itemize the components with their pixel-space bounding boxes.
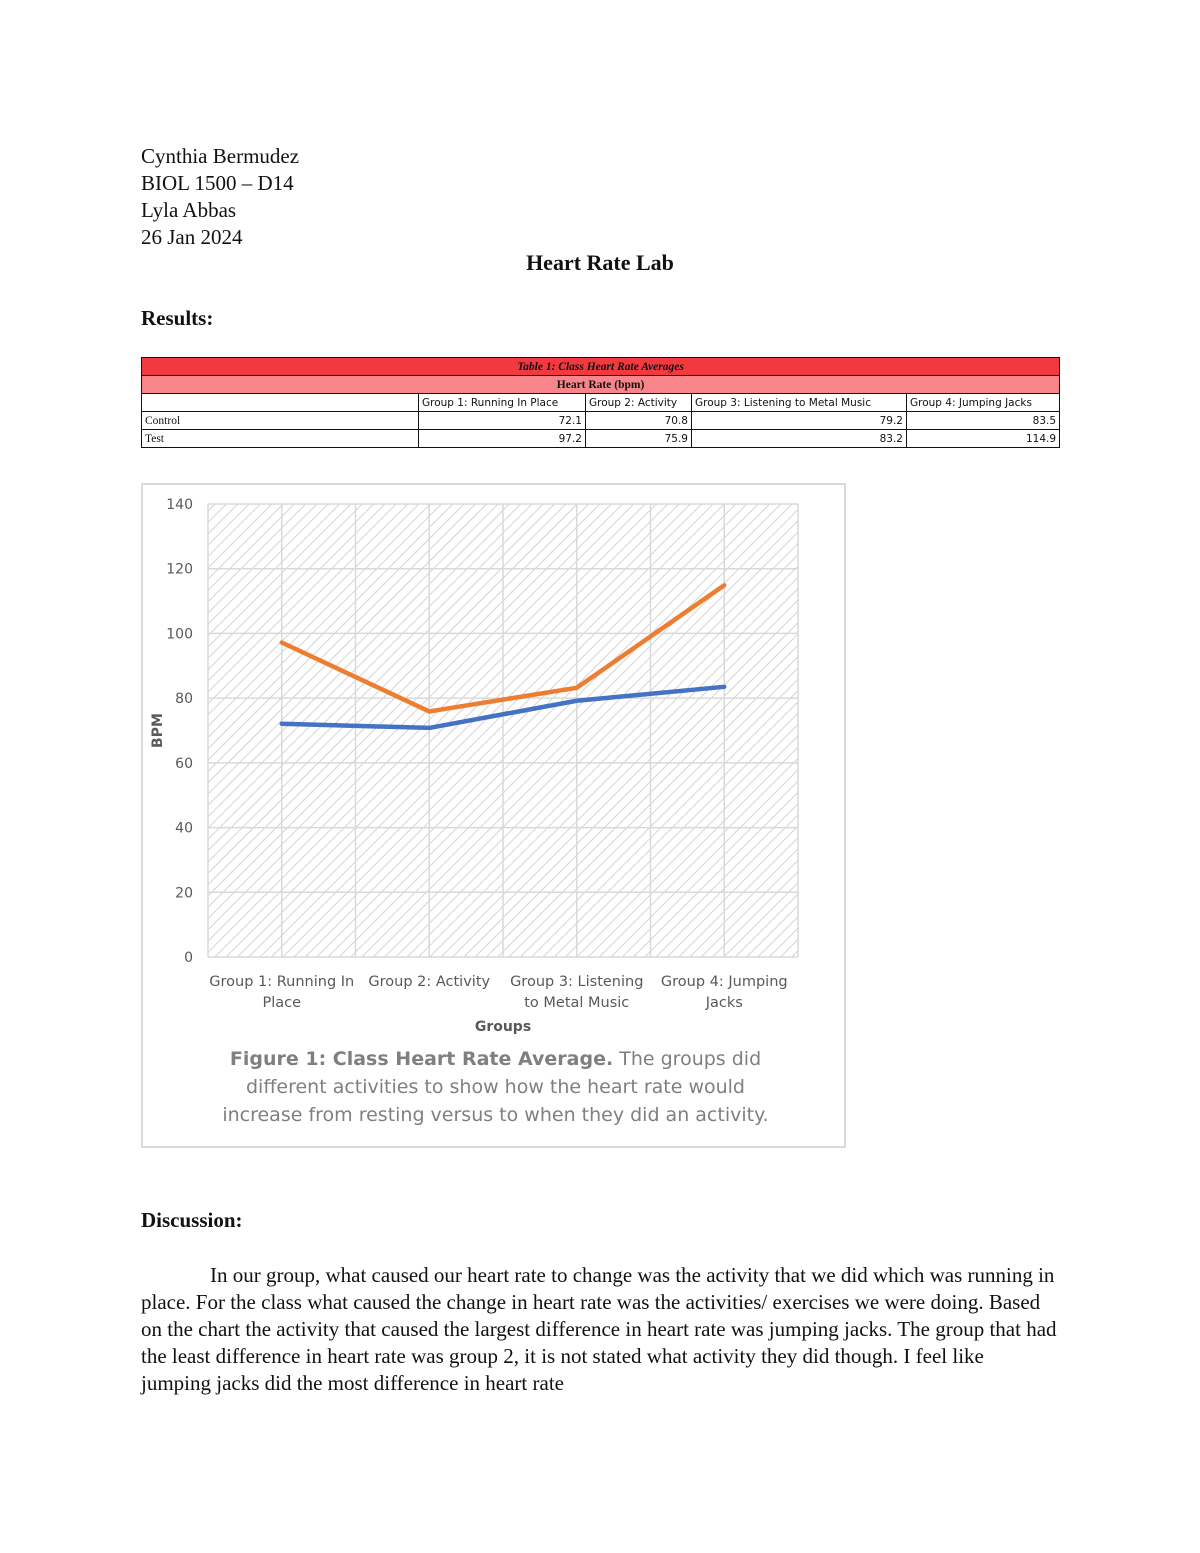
table-cell: 75.9 (586, 430, 692, 448)
table-cell: 83.2 (692, 430, 907, 448)
page-title: Heart Rate Lab (526, 250, 674, 275)
table-cell: 70.8 (586, 412, 692, 430)
heart-rate-table (141, 357, 1060, 448)
figure-caption-label: Figure 1: Class Heart Rate Average. (229, 1048, 614, 1070)
y-tick-label: 40 (175, 820, 193, 837)
heart-rate-chart (141, 483, 846, 1148)
y-tick-label: 120 (166, 561, 193, 578)
table-caption: Table 1: Class Heart Rate Averages (142, 358, 1060, 376)
y-tick-label: 140 (166, 497, 193, 513)
x-tick-label: Place (262, 995, 302, 1011)
student-name: Cynthia Bermudez (141, 144, 300, 168)
y-axis-title: BPM (150, 713, 166, 748)
figure-caption-text: The groups did different activities to show how the heart rate would increase from resting versus to when they did an activity. (222, 1048, 769, 1126)
results-heading: Results: (141, 306, 214, 330)
table-corner-cell (142, 394, 419, 412)
table-row (142, 430, 1060, 448)
x-axis-title: Groups (474, 1019, 532, 1035)
table-cell: 97.2 (419, 430, 586, 448)
discussion-heading: Discussion: (141, 1208, 243, 1232)
y-tick-label: 20 (175, 885, 193, 902)
table-cell: 114.9 (907, 430, 1060, 448)
discussion-paragraph: In our group, what caused our heart rate to change was the activity that we did which was running in place. For the class what caused the change in heart rate was the activities/ exercises we were doing. Based on the chart the activity that caused the largest difference in heart rate was jumping jacks. The group that had the least difference in heart rate was group 2, it is not stated what activity they did though. I feel like jumping jacks did the most difference in heart rate (141, 1263, 1057, 1395)
x-tick-label: Jacks (705, 995, 743, 1011)
x-tick-label: Group 2: Activity (368, 974, 491, 990)
y-tick-label: 100 (166, 626, 193, 643)
column-header: Group 3: Listening to Metal Music (692, 394, 907, 412)
table-cell: 79.2 (692, 412, 907, 430)
table-row (142, 412, 1060, 430)
y-tick-label: 0 (184, 950, 193, 966)
table-cell: 72.1 (419, 412, 586, 430)
x-tick-label: to Metal Music (524, 995, 630, 1011)
column-header: Group 1: Running In Place (419, 394, 586, 412)
course-code: BIOL 1500 – D14 (141, 171, 294, 195)
row-label: Test (142, 430, 419, 448)
x-tick-label: Group 1: Running In (209, 974, 355, 990)
row-label: Control (142, 412, 419, 430)
y-tick-label: 60 (175, 755, 193, 772)
figure-caption (203, 1045, 788, 1129)
column-header: Group 2: Activity (586, 394, 692, 412)
x-tick-label: Group 4: Jumping (660, 974, 788, 990)
table-subheading: Heart Rate (bpm) (142, 376, 1060, 394)
y-tick-label: 80 (175, 691, 193, 708)
column-header: Group 4: Jumping Jacks (907, 394, 1060, 412)
x-tick-label: Group 3: Listening (510, 974, 644, 990)
instructor-name: Lyla Abbas (141, 198, 237, 222)
date: 26 Jan 2024 (141, 225, 243, 249)
table-cell: 83.5 (907, 412, 1060, 430)
